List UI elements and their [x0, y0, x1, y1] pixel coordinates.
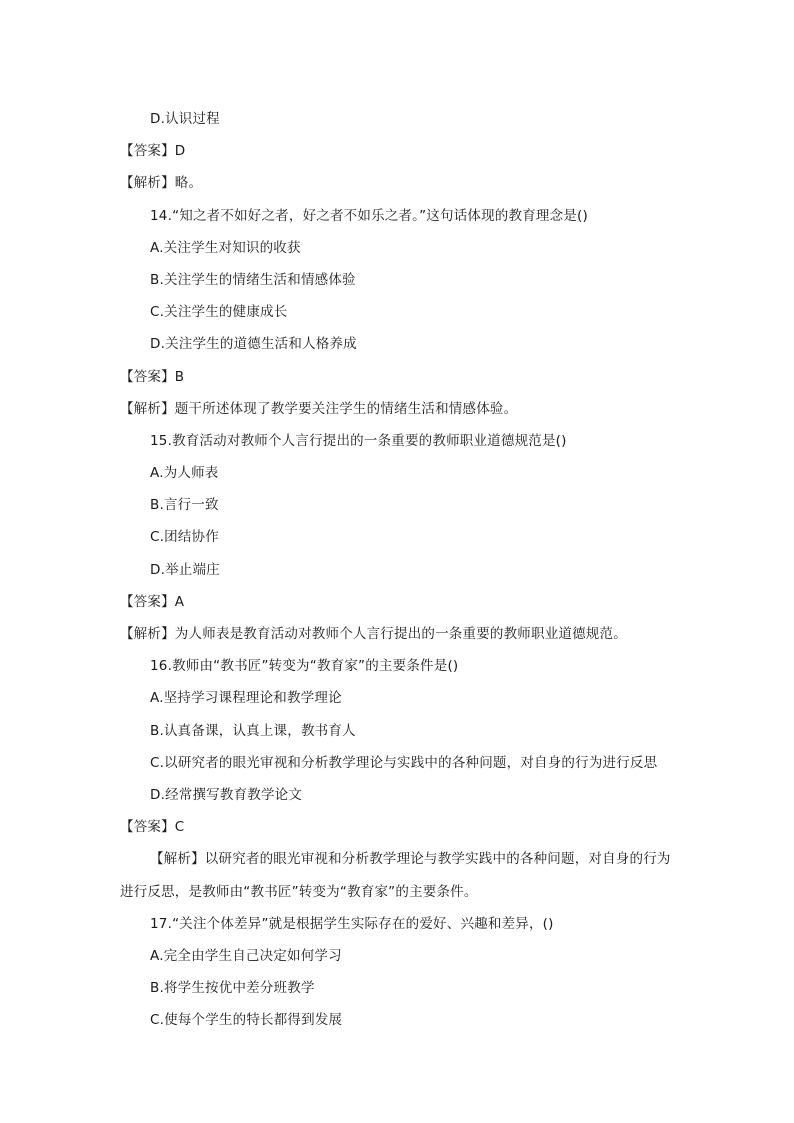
option-a-q14: A.关注学生对知识的收获 [150, 239, 301, 256]
option-c-q14: C.关注学生的健康成长 [150, 304, 288, 321]
answer-q16: 【答案】C [120, 819, 185, 836]
option-b-q17: B.将学生按优中差分班教学 [150, 980, 315, 997]
option-a-q17: A.完全由学生自己决定如何学习 [150, 947, 342, 964]
document-body [120, 103, 674, 1036]
question-15: 15.教育活动对教师个人言行提出的一条重要的教师职业道德规范是() [150, 432, 567, 449]
question-17: 17.“关注个体差异”就是根据学生实际存在的爱好、兴趣和差异，() [150, 915, 554, 932]
explanation-q14: 【解析】题干所述体现了教学要关注学生的情绪生活和情感体验。 [120, 400, 518, 417]
explanation-q13: 【解析】略。 [120, 175, 203, 192]
option-a-q16: A.坚持学习课程理论和教学理论 [150, 690, 342, 707]
option-b-q14: B.关注学生的情绪生活和情感体验 [150, 271, 356, 288]
answer-q13: 【答案】D [120, 143, 186, 160]
option-c-q16: C.以研究者的眼光审视和分析教学理论与实践中的各种问题，对自身的行为进行反思 [150, 754, 658, 771]
option-c-q17: C.使每个学生的特长都得到发展 [150, 1012, 343, 1029]
option-b-q16: B.认真备课，认真上课，教书育人 [150, 722, 356, 739]
option-d-q14: D.关注学生的道德生活和人格养成 [150, 336, 357, 353]
option-a-q15: A.为人师表 [150, 465, 219, 482]
question-16: 16.教师由“教书匠”转变为“教育家”的主要条件是() [150, 658, 459, 675]
explanation-q15: 【解析】为人师表是教育活动对教师个人言行提出的一条重要的教师职业道德规范。 [120, 626, 627, 642]
option-d-q13: D.认识过程 [150, 111, 220, 127]
option-b-q15: B.言行一致 [150, 497, 219, 514]
explanation-q16: 【解析】以研究者的眼光审视和分析教学理论与教学实践中的各种问题，对自身的行为进行反思，是教师由“教书匠”转变为“教育家”的主要条件。 [120, 851, 671, 900]
option-d-q15: D.举止端庄 [150, 561, 220, 578]
option-c-q15: C.团结协作 [150, 529, 219, 546]
answer-q14: 【答案】B [120, 368, 185, 385]
question-14: 14.“知之者不如好之者，好之者不如乐之者。”这句话体现的教育理念是() [150, 207, 588, 224]
answer-q15: 【答案】A [120, 593, 185, 610]
option-d-q16: D.经常撰写教育教学论文 [150, 786, 303, 803]
